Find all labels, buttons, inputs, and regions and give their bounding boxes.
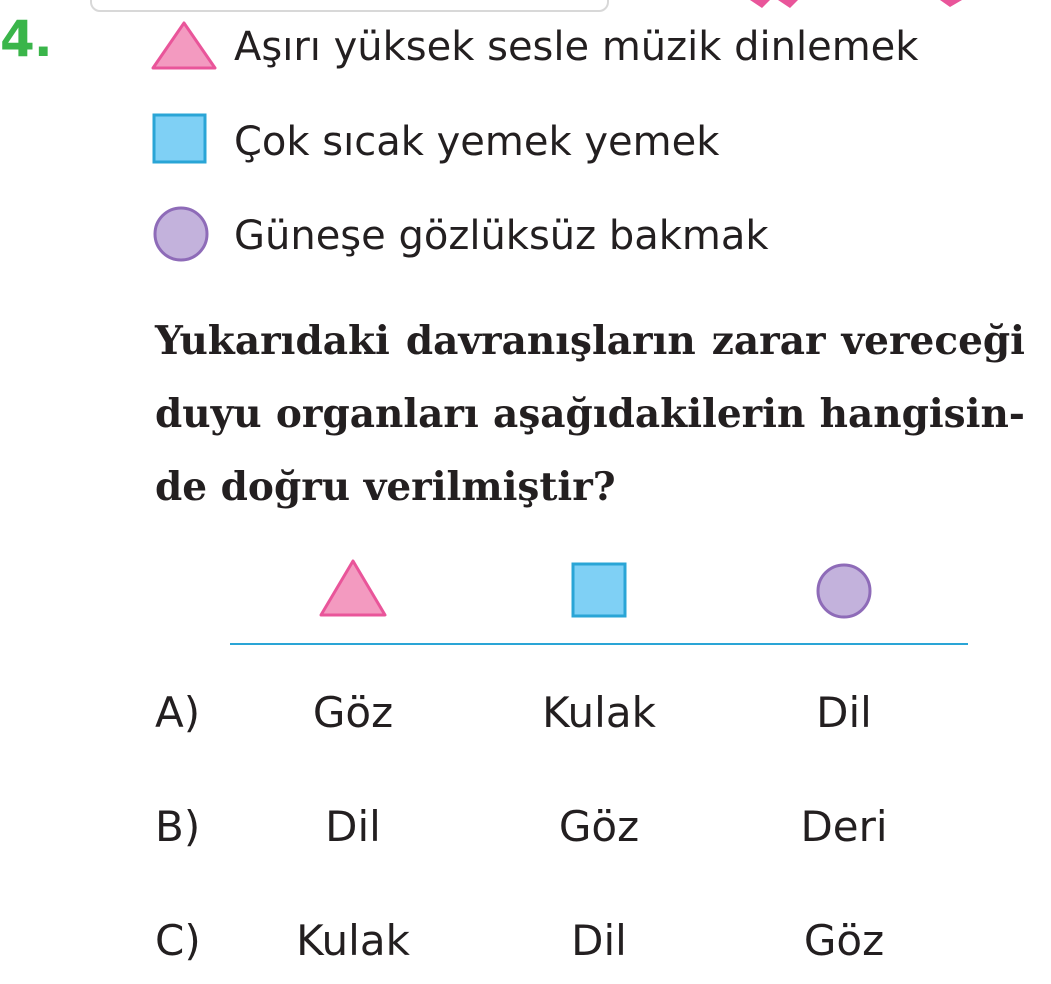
purple-circle-icon: [152, 205, 210, 263]
option-c-label[interactable]: C): [155, 916, 201, 965]
question-number: 4.: [0, 10, 52, 68]
option-a-value-3: Dil: [816, 688, 872, 737]
option-c-value-3: Göz: [803, 916, 885, 965]
option-a-value-2: Kulak: [542, 688, 656, 737]
option-b-value-2: Göz: [558, 802, 640, 851]
behavior-text-2: Çok sıcak yemek yemek: [234, 119, 720, 165]
pink-triangle-icon: [150, 20, 218, 72]
option-b-value-1: Dil: [325, 802, 381, 851]
blue-square-icon: [152, 113, 208, 165]
question-line-1: Yukarıdaki davranışların zarar vereceği: [155, 318, 1025, 364]
decorative-pink-shapes: [740, 0, 980, 12]
question-line-2: duyu organları aşağıdakilerin hangisin-: [155, 391, 1025, 437]
header-circle-icon: [815, 562, 873, 620]
behavior-text-3: Güneşe gözlüksüz bakmak: [234, 213, 769, 259]
header-triangle-icon: [318, 558, 388, 618]
option-c-value-2: Dil: [571, 916, 627, 965]
top-frame-remnant: [90, 0, 609, 12]
option-a-value-1: Göz: [312, 688, 394, 737]
option-a-label[interactable]: A): [155, 688, 201, 737]
option-b-value-3: Deri: [800, 802, 888, 851]
question-prompt: [155, 305, 1025, 524]
option-b-label[interactable]: B): [155, 802, 201, 851]
question-line-3: de doğru verilmiştir?: [155, 464, 616, 510]
header-square-icon: [571, 562, 627, 618]
table-divider: [230, 643, 968, 645]
option-c-value-1: Kulak: [296, 916, 410, 965]
behavior-text-1: Aşırı yüksek sesle müzik dinlemek: [234, 24, 919, 70]
